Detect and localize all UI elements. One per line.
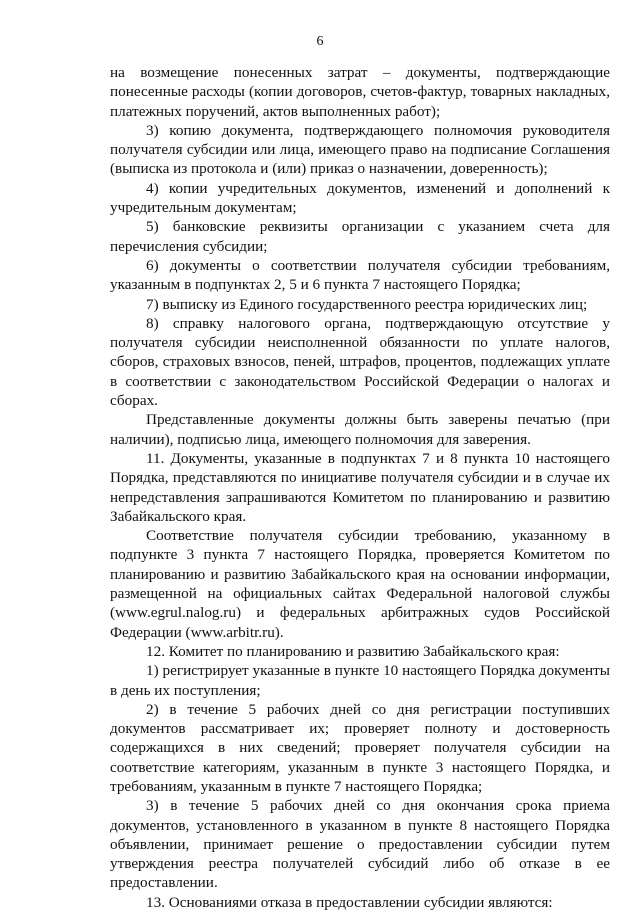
page-number: 6 <box>316 34 324 49</box>
document-body <box>110 63 610 912</box>
paragraph: 11. Документы, указанные в подпунктах 7 и 8 пункта 10 настоящего Порядка, представляются по инициативе получателя субсидии и в случае их непредставления запрашиваются Комитетом по планированию и развитию Забайкальского края. <box>110 449 610 525</box>
paragraph: на возмещение понесенных затрат – документы, подтверждающие понесенные расходы (копии договоров, счетов-фактур, товарных накладных, платежных поручений, актов выполненных работ); <box>110 64 610 120</box>
paragraph: 3) копию документа, подтверждающего полномочия руководителя получателя субсидии или лица, имеющего право на подписание Соглашения (выписка из протокола и (или) приказ о назначении, доверенность); <box>110 121 610 178</box>
paragraph: Соответствие получателя субсидии требованию, указанному в подпункте 3 пункта 7 настоящего Порядка, проверяется Комитетом по планированию и развитию Забайкальского края на основании информации, размещенной на официальных сайтах Федеральной налоговой службы (www.egrul.nalog.ru) и федеральных арбитражных судов Российской Федерации (www.arbitr.ru). <box>110 527 610 641</box>
paragraph: 6) документы о соответствии получателя субсидии требованиям, указанным в подпунктах 2, 5 и 6 пункта 7 настоящего Порядка; <box>110 256 610 294</box>
paragraph: 12. Комитет по планированию и развитию Забайкальского края: <box>146 642 560 660</box>
paragraph: 8) справку налогового органа, подтверждающую отсутствие у получателя субсидии неисполненной обязанности по уплате налогов, сборов, страховых взносов, пеней, штрафов, процентов, подлежащих уплате в соответствии с законодательством Российской Федерации о налогах и сборах. <box>110 314 610 410</box>
paragraph: 4) копии учредительных документов, изменений и дополнений к учредительным документам; <box>110 179 610 217</box>
paragraph: 7) выписку из Единого государственного реестра юридических лиц; <box>146 295 588 313</box>
paragraph: 5) банковские реквизиты организации с указанием счета для перечисления субсидии; <box>110 218 610 255</box>
paragraph: Представленные документы должны быть заверены печатью (при наличии), подписью лица, имеющего полномочия для заверения. <box>110 411 610 448</box>
paragraph: 3) в течение 5 рабочих дней со дня окончания срока приема документов, установленного в указанном в пункте 8 настоящего Порядка объявлении, принимает решение о предоставлении субсидии путем утверждения реестра получателей субсидий либо об отказе в ее предоставлении. <box>110 797 610 892</box>
paragraph: 1) регистрирует указанные в пункте 10 настоящего Порядка документы в день их поступления; <box>110 662 610 699</box>
paragraph: 13. Основаниями отказа в предоставлении субсидии являются: <box>146 893 553 911</box>
paragraph: 2) в течение 5 рабочих дней со дня регистрации поступивших документов рассматривает их; проверяет полноту и достоверность содержащихся в них сведений; проверяет получателя субсидии на соответствие категориям, указанным в пункте 3 настоящего Порядка, и требованиям, указанным в пункте 7 настоящего Порядка; <box>110 700 610 795</box>
